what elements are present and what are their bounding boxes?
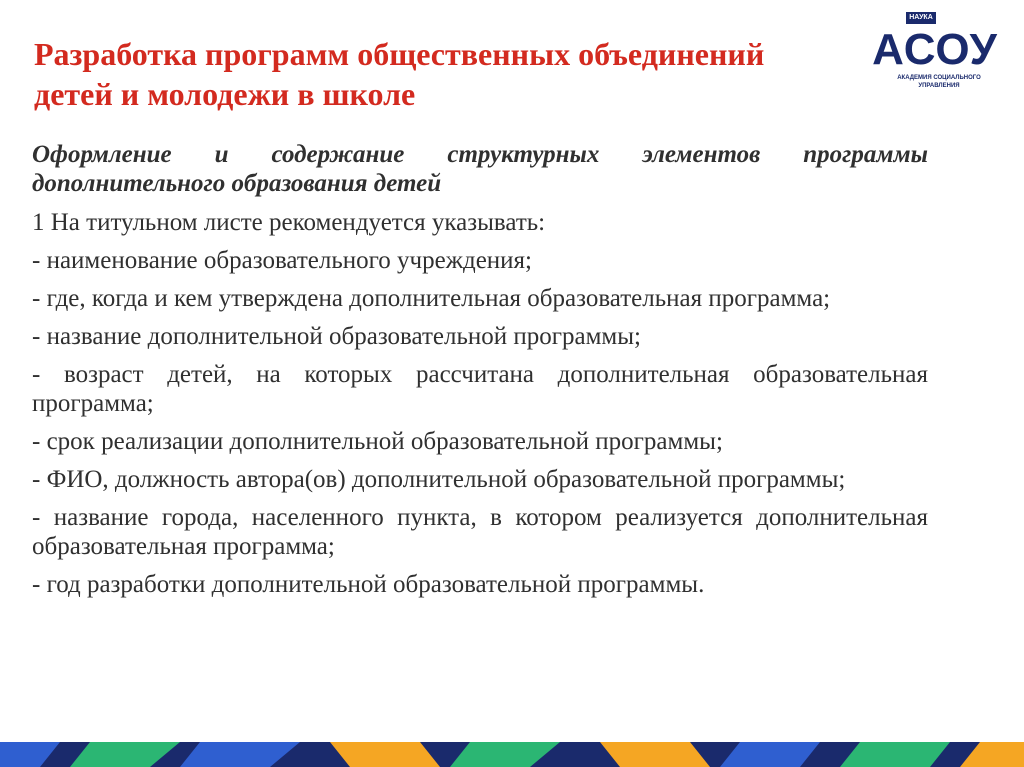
logo-subtitle-line2: УПРАВЛЕНИЯ (918, 83, 960, 89)
list-item: - возраст детей, на которых рассчитана дополнительная образовательная программа; (32, 361, 928, 417)
logo-subtitle-line1: АКАДЕМИЯ СОЦИАЛЬНОГО (897, 75, 981, 81)
list-item: - название дополнительной образовательной программы; (32, 323, 641, 350)
slide-title: Разработка программ общественных объединений детей и молодежи в школе (34, 36, 765, 112)
decorative-footer-band (0, 742, 1024, 767)
list-item: - где, когда и кем утверждена дополнительная образовательная программа; (32, 285, 831, 312)
list-item: - срок реализации дополнительной образовательной программы; (32, 428, 723, 455)
subheading: Оформление и содержание структурных элементов программы дополнительного образования детей (32, 141, 928, 197)
list-item: - ФИО, должность автора(ов) дополнительной образовательной программы; (32, 466, 846, 493)
logo-mark: АСОУ (872, 25, 998, 74)
list-item: - название города, населенного пункта, в котором реализуется дополнительная образовательная программа; (32, 504, 928, 560)
logo-subtitle (874, 74, 1004, 90)
logo-tag: НАУКА (906, 12, 936, 24)
slide-body (32, 140, 928, 608)
list-item: - наименование образовательного учреждения; (32, 247, 532, 274)
asou-logo (866, 12, 1004, 100)
list-item: - год разработки дополнительной образовательной программы. (32, 571, 705, 598)
paragraph: 1 На титульном листе рекомендуется указывать: (32, 209, 546, 236)
